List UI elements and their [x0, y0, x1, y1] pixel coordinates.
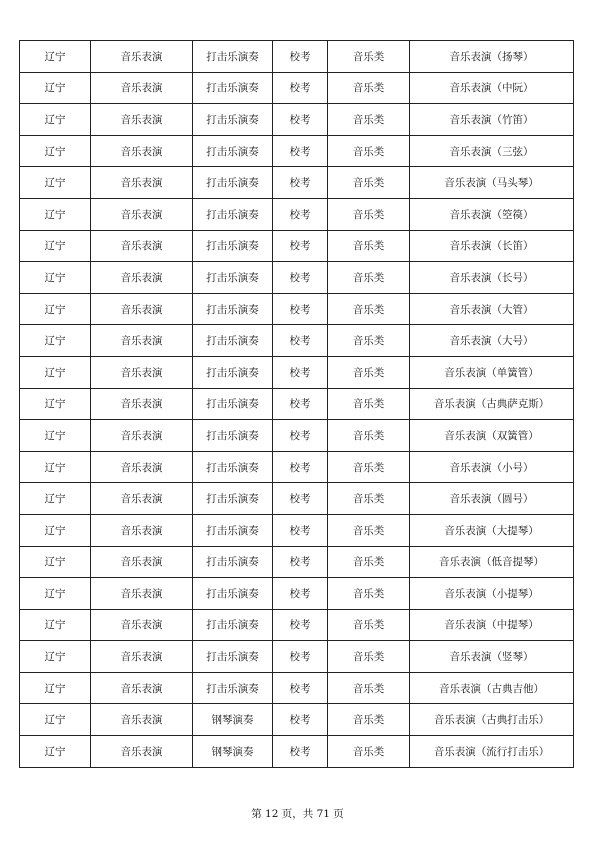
discipline-cell: 音乐类	[328, 104, 410, 136]
discipline-cell: 音乐类	[328, 420, 410, 452]
table-row	[20, 167, 574, 199]
discipline-cell: 音乐类	[328, 230, 410, 262]
table-row	[20, 609, 574, 641]
category-cell: 音乐表演	[91, 262, 193, 294]
category-cell: 音乐表演	[91, 420, 193, 452]
province-cell: 辽宁	[20, 325, 91, 357]
discipline-cell: 音乐类	[328, 641, 410, 673]
discipline-cell: 音乐类	[328, 325, 410, 357]
category-cell: 音乐表演	[91, 736, 193, 768]
discipline-cell: 音乐类	[328, 609, 410, 641]
major-cell: 打击乐演奏	[193, 388, 273, 420]
major-cell: 打击乐演奏	[193, 609, 273, 641]
category-cell: 音乐表演	[91, 104, 193, 136]
specialty-cell: 音乐表演（三弦）	[410, 135, 574, 167]
page-footer: 第 12 页，共 71 页	[251, 808, 344, 820]
major-cell: 打击乐演奏	[193, 483, 273, 515]
exam-type-cell: 校考	[273, 736, 328, 768]
category-cell: 音乐表演	[91, 483, 193, 515]
table-row	[20, 230, 574, 262]
table-row	[20, 514, 574, 546]
province-cell: 辽宁	[20, 167, 91, 199]
category-cell: 音乐表演	[91, 641, 193, 673]
specialty-cell: 音乐表演（马头琴）	[410, 167, 574, 199]
exam-type-cell: 校考	[273, 420, 328, 452]
province-cell: 辽宁	[20, 388, 91, 420]
discipline-cell: 音乐类	[328, 704, 410, 736]
province-cell: 辽宁	[20, 641, 91, 673]
exam-type-cell: 校考	[273, 262, 328, 294]
exam-type-cell: 校考	[273, 641, 328, 673]
data-table	[19, 40, 574, 768]
major-cell: 打击乐演奏	[193, 135, 273, 167]
major-cell: 打击乐演奏	[193, 230, 273, 262]
exam-type-cell: 校考	[273, 483, 328, 515]
discipline-cell: 音乐类	[328, 672, 410, 704]
category-cell: 音乐表演	[91, 325, 193, 357]
discipline-cell: 音乐类	[328, 135, 410, 167]
province-cell: 辽宁	[20, 135, 91, 167]
major-cell: 打击乐演奏	[193, 514, 273, 546]
category-cell: 音乐表演	[91, 135, 193, 167]
major-cell: 打击乐演奏	[193, 41, 273, 73]
province-cell: 辽宁	[20, 514, 91, 546]
province-cell: 辽宁	[20, 420, 91, 452]
table-row	[20, 483, 574, 515]
table-row	[20, 388, 574, 420]
province-cell: 辽宁	[20, 546, 91, 578]
major-cell: 钢琴演奏	[193, 704, 273, 736]
exam-type-cell: 校考	[273, 72, 328, 104]
specialty-cell: 音乐表演（流行打击乐）	[410, 736, 574, 768]
discipline-cell: 音乐类	[328, 41, 410, 73]
category-cell: 音乐表演	[91, 388, 193, 420]
exam-type-cell: 校考	[273, 198, 328, 230]
exam-type-cell: 校考	[273, 672, 328, 704]
exam-type-cell: 校考	[273, 41, 328, 73]
category-cell: 音乐表演	[91, 356, 193, 388]
discipline-cell: 音乐类	[328, 167, 410, 199]
specialty-cell: 音乐表演（长笛）	[410, 230, 574, 262]
table-row	[20, 672, 574, 704]
major-cell: 打击乐演奏	[193, 167, 273, 199]
specialty-cell: 音乐表演（中阮）	[410, 72, 574, 104]
discipline-cell: 音乐类	[328, 388, 410, 420]
exam-type-cell: 校考	[273, 293, 328, 325]
province-cell: 辽宁	[20, 104, 91, 136]
major-cell: 打击乐演奏	[193, 262, 273, 294]
major-cell: 打击乐演奏	[193, 578, 273, 610]
table-row	[20, 641, 574, 673]
discipline-cell: 音乐类	[328, 293, 410, 325]
province-cell: 辽宁	[20, 578, 91, 610]
table-row	[20, 293, 574, 325]
specialty-cell: 音乐表演（低音提琴）	[410, 546, 574, 578]
exam-type-cell: 校考	[273, 704, 328, 736]
discipline-cell: 音乐类	[328, 578, 410, 610]
table-row	[20, 198, 574, 230]
discipline-cell: 音乐类	[328, 546, 410, 578]
exam-type-cell: 校考	[273, 230, 328, 262]
specialty-cell: 音乐表演（箜篌）	[410, 198, 574, 230]
province-cell: 辽宁	[20, 356, 91, 388]
major-cell: 打击乐演奏	[193, 198, 273, 230]
exam-type-cell: 校考	[273, 578, 328, 610]
specialty-cell: 音乐表演（古典吉他）	[410, 672, 574, 704]
specialty-cell: 音乐表演（古典打击乐）	[410, 704, 574, 736]
exam-type-cell: 校考	[273, 325, 328, 357]
specialty-cell: 音乐表演（小号）	[410, 451, 574, 483]
exam-type-cell: 校考	[273, 514, 328, 546]
specialty-cell: 音乐表演（扬琴）	[410, 41, 574, 73]
specialty-cell: 音乐表演（长号）	[410, 262, 574, 294]
specialty-cell: 音乐表演（单簧管）	[410, 356, 574, 388]
table-row	[20, 325, 574, 357]
exam-type-cell: 校考	[273, 388, 328, 420]
discipline-cell: 音乐类	[328, 736, 410, 768]
discipline-cell: 音乐类	[328, 514, 410, 546]
specialty-cell: 音乐表演（竹笛）	[410, 104, 574, 136]
exam-type-cell: 校考	[273, 104, 328, 136]
discipline-cell: 音乐类	[328, 262, 410, 294]
province-cell: 辽宁	[20, 72, 91, 104]
discipline-cell: 音乐类	[328, 483, 410, 515]
major-cell: 打击乐演奏	[193, 104, 273, 136]
table-row	[20, 704, 574, 736]
category-cell: 音乐表演	[91, 198, 193, 230]
specialty-cell: 音乐表演（圆号）	[410, 483, 574, 515]
table-row	[20, 736, 574, 768]
major-cell: 打击乐演奏	[193, 451, 273, 483]
table-row	[20, 262, 574, 294]
table-row	[20, 420, 574, 452]
province-cell: 辽宁	[20, 262, 91, 294]
major-cell: 打击乐演奏	[193, 325, 273, 357]
specialty-cell: 音乐表演（双簧管）	[410, 420, 574, 452]
category-cell: 音乐表演	[91, 451, 193, 483]
category-cell: 音乐表演	[91, 704, 193, 736]
major-cell: 打击乐演奏	[193, 72, 273, 104]
major-cell: 打击乐演奏	[193, 546, 273, 578]
major-cell: 打击乐演奏	[193, 293, 273, 325]
province-cell: 辽宁	[20, 198, 91, 230]
category-cell: 音乐表演	[91, 293, 193, 325]
category-cell: 音乐表演	[91, 230, 193, 262]
major-cell: 打击乐演奏	[193, 641, 273, 673]
province-cell: 辽宁	[20, 609, 91, 641]
specialty-cell: 音乐表演（竖琴）	[410, 641, 574, 673]
province-cell: 辽宁	[20, 41, 91, 73]
province-cell: 辽宁	[20, 293, 91, 325]
province-cell: 辽宁	[20, 672, 91, 704]
table-row	[20, 356, 574, 388]
category-cell: 音乐表演	[91, 546, 193, 578]
discipline-cell: 音乐类	[328, 356, 410, 388]
table-row	[20, 104, 574, 136]
table-row	[20, 546, 574, 578]
category-cell: 音乐表演	[91, 167, 193, 199]
table-row	[20, 578, 574, 610]
province-cell: 辽宁	[20, 736, 91, 768]
exam-type-cell: 校考	[273, 167, 328, 199]
table-row	[20, 451, 574, 483]
major-cell: 打击乐演奏	[193, 672, 273, 704]
category-cell: 音乐表演	[91, 609, 193, 641]
major-cell: 打击乐演奏	[193, 420, 273, 452]
category-cell: 音乐表演	[91, 672, 193, 704]
exam-type-cell: 校考	[273, 135, 328, 167]
specialty-cell: 音乐表演（大管）	[410, 293, 574, 325]
discipline-cell: 音乐类	[328, 198, 410, 230]
specialty-cell: 音乐表演（古典萨克斯）	[410, 388, 574, 420]
exam-type-cell: 校考	[273, 546, 328, 578]
category-cell: 音乐表演	[91, 514, 193, 546]
province-cell: 辽宁	[20, 483, 91, 515]
category-cell: 音乐表演	[91, 41, 193, 73]
major-cell: 钢琴演奏	[193, 736, 273, 768]
province-cell: 辽宁	[20, 451, 91, 483]
category-cell: 音乐表演	[91, 578, 193, 610]
exam-type-cell: 校考	[273, 356, 328, 388]
discipline-cell: 音乐类	[328, 72, 410, 104]
exam-type-cell: 校考	[273, 609, 328, 641]
discipline-cell: 音乐类	[328, 451, 410, 483]
category-cell: 音乐表演	[91, 72, 193, 104]
specialty-cell: 音乐表演（大号）	[410, 325, 574, 357]
major-cell: 打击乐演奏	[193, 356, 273, 388]
province-cell: 辽宁	[20, 230, 91, 262]
exam-type-cell: 校考	[273, 451, 328, 483]
specialty-cell: 音乐表演（中提琴）	[410, 609, 574, 641]
specialty-cell: 音乐表演（小提琴）	[410, 578, 574, 610]
table-body	[20, 41, 574, 768]
province-cell: 辽宁	[20, 704, 91, 736]
table-row	[20, 72, 574, 104]
table-row	[20, 135, 574, 167]
specialty-cell: 音乐表演（大提琴）	[410, 514, 574, 546]
table-row	[20, 41, 574, 73]
